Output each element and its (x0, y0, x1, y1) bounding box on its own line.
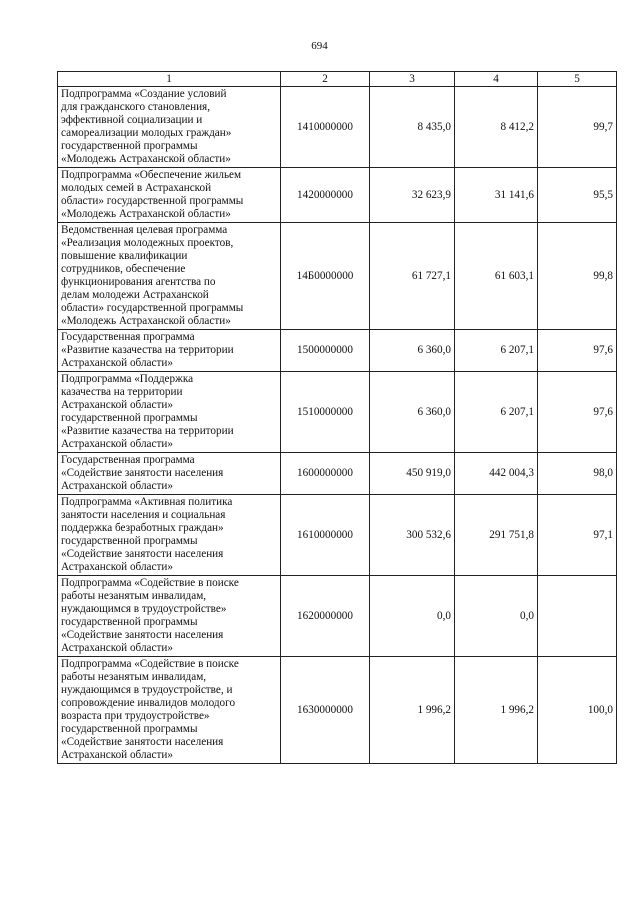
program-code: 1610000000 (281, 495, 370, 576)
program-name: Ведомственная целевая программа «Реализация молодежных проектов, повышение квалификации сотрудников, обеспечение функционирования агентства по делам молодежи Астраханской области» государственной программы «Молодежь Астраханской области» (58, 223, 281, 330)
table-row (58, 330, 617, 372)
program-code: 1600000000 (281, 453, 370, 495)
program-name: Подпрограмма «Активная политика занятости населения и социальная поддержка безработных граждан» государственной программы «Содействие занятости населения Астраханской области» (58, 495, 281, 576)
value-col4: 8 412,2 (455, 87, 538, 168)
program-name: Подпрограмма «Создание условий для гражданского становления, эффективной социализации и самореализации молодых граждан» государственной программы «Молодежь Астраханской области» (58, 87, 281, 168)
column-header-4: 4 (455, 72, 538, 87)
value-col3: 6 360,0 (370, 330, 455, 372)
value-col4: 0,0 (455, 576, 538, 657)
value-col4: 31 141,6 (455, 168, 538, 223)
program-name: Подпрограмма «Поддержка казачества на территории Астраханской области» государственной программы «Развитие казачества на территории Астраханской области» (58, 372, 281, 453)
program-code: 1510000000 (281, 372, 370, 453)
value-col5: 99,8 (538, 223, 617, 330)
program-code: 1410000000 (281, 87, 370, 168)
table-header-row (58, 72, 617, 87)
value-col5: 98,0 (538, 453, 617, 495)
program-name: Подпрограмма «Обеспечение жильем молодых семей в Астраханской области» государственной программы «Молодежь Астраханской области» (58, 168, 281, 223)
value-col4: 6 207,1 (455, 330, 538, 372)
program-code: 14Б0000000 (281, 223, 370, 330)
column-header-1: 1 (58, 72, 281, 87)
column-header-5: 5 (538, 72, 617, 87)
value-col5: 95,5 (538, 168, 617, 223)
table-row (58, 453, 617, 495)
value-col3: 450 919,0 (370, 453, 455, 495)
value-col3: 8 435,0 (370, 87, 455, 168)
value-col3: 1 996,2 (370, 657, 455, 764)
program-name: Государственная программа «Содействие занятости населения Астраханской области» (58, 453, 281, 495)
value-col3: 0,0 (370, 576, 455, 657)
value-col3: 6 360,0 (370, 372, 455, 453)
value-col4: 442 004,3 (455, 453, 538, 495)
program-name: Подпрограмма «Содействие в поиске работы незанятым инвалидам, нуждающимся в трудоустройстве, и сопровождение инвалидов молодого возраста при трудоустройстве» государственной программы «Содействие занятости населения Астраханской области» (58, 657, 281, 764)
column-header-3: 3 (370, 72, 455, 87)
table-row (58, 576, 617, 657)
program-code: 1500000000 (281, 330, 370, 372)
table-row (58, 87, 617, 168)
value-col5 (538, 576, 617, 657)
value-col5: 100,0 (538, 657, 617, 764)
table-row (58, 372, 617, 453)
program-code: 1420000000 (281, 168, 370, 223)
budget-table (57, 71, 617, 764)
table-row (58, 495, 617, 576)
program-code: 1620000000 (281, 576, 370, 657)
program-name: Подпрограмма «Содействие в поиске работы незанятым инвалидам, нуждающимся в трудоустройстве» государственной программы «Содействие занятости населения Астраханской области» (58, 576, 281, 657)
program-name: Государственная программа «Развитие казачества на территории Астраханской области» (58, 330, 281, 372)
value-col5: 97,1 (538, 495, 617, 576)
value-col4: 6 207,1 (455, 372, 538, 453)
value-col4: 1 996,2 (455, 657, 538, 764)
table-row (58, 168, 617, 223)
column-header-2: 2 (281, 72, 370, 87)
value-col4: 61 603,1 (455, 223, 538, 330)
value-col5: 99,7 (538, 87, 617, 168)
value-col5: 97,6 (538, 330, 617, 372)
value-col3: 32 623,9 (370, 168, 455, 223)
value-col4: 291 751,8 (455, 495, 538, 576)
value-col3: 300 532,6 (370, 495, 455, 576)
program-code: 1630000000 (281, 657, 370, 764)
table-row (58, 223, 617, 330)
value-col5: 97,6 (538, 372, 617, 453)
table-row (58, 657, 617, 764)
page-number: 694 (311, 40, 328, 52)
value-col3: 61 727,1 (370, 223, 455, 330)
